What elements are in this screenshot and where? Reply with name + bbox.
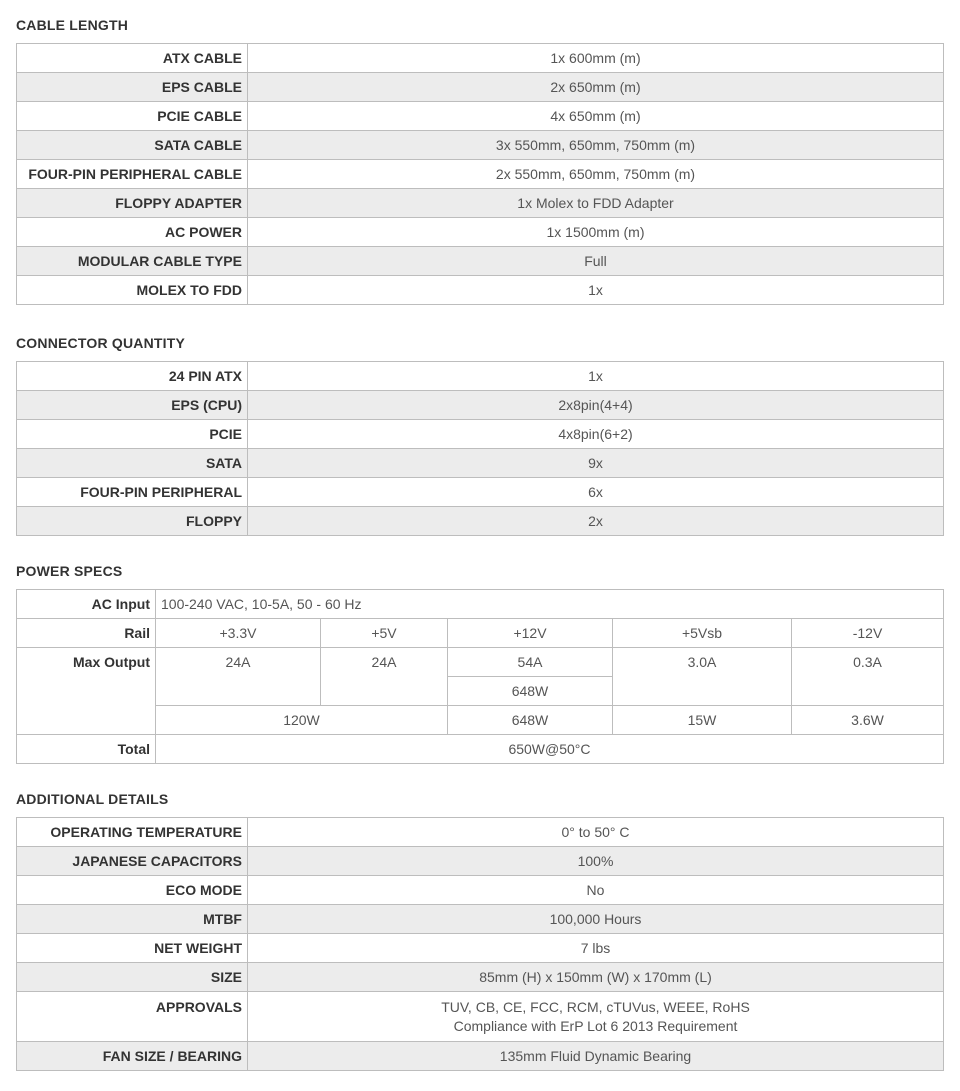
row-value: 1x xyxy=(248,276,944,305)
row-value: 100% xyxy=(248,847,944,876)
table-row xyxy=(17,189,944,218)
table-row xyxy=(17,362,944,391)
max-output-12v: 54A xyxy=(448,648,613,677)
max-output-label: Max Output xyxy=(17,648,156,735)
section-title-power-specs: POWER SPECS xyxy=(16,563,123,579)
row-label: EPS CABLE xyxy=(17,73,248,102)
table-row xyxy=(17,619,944,648)
row-label: FOUR-PIN PERIPHERAL xyxy=(17,478,248,507)
ac-input-value: 100-240 VAC, 10-5A, 50 - 60 Hz xyxy=(156,590,944,619)
max-output-5v: 24A xyxy=(321,648,448,706)
max-output-3v3: 24A xyxy=(156,648,321,706)
row-value: 2x 650mm (m) xyxy=(248,73,944,102)
row-label: MOLEX TO FDD xyxy=(17,276,248,305)
combined-3v3-5v-watts: 120W xyxy=(156,706,448,735)
rail-12v-watts: 648W xyxy=(448,677,613,706)
table-row xyxy=(17,44,944,73)
connector-quantity-table xyxy=(16,361,944,536)
row-label: PCIE xyxy=(17,420,248,449)
row-value: 4x 650mm (m) xyxy=(248,102,944,131)
row-value: 9x xyxy=(248,449,944,478)
rail-neg12v: -12V xyxy=(792,619,944,648)
row-value: 1x xyxy=(248,362,944,391)
row-value: 3x 550mm, 650mm, 750mm (m) xyxy=(248,131,944,160)
table-row xyxy=(17,963,944,992)
row-value: 6x xyxy=(248,478,944,507)
table-row xyxy=(17,706,944,735)
row-value: 100,000 Hours xyxy=(248,905,944,934)
table-row xyxy=(17,218,944,247)
table-row xyxy=(17,876,944,905)
table-row xyxy=(17,276,944,305)
row-value: 1x Molex to FDD Adapter xyxy=(248,189,944,218)
row-value: 1x 600mm (m) xyxy=(248,44,944,73)
table-row xyxy=(17,507,944,536)
table-row xyxy=(17,131,944,160)
total-value: 650W@50°C xyxy=(156,735,944,764)
row-value: 4x8pin(6+2) xyxy=(248,420,944,449)
max-output-5vsb: 3.0A xyxy=(613,648,792,706)
row-value: 0° to 50° C xyxy=(248,818,944,847)
table-row xyxy=(17,102,944,131)
ac-input-label: AC Input xyxy=(17,590,156,619)
fan-label: FAN SIZE / BEARING xyxy=(17,1042,248,1071)
section-title-connector-quantity: CONNECTOR QUANTITY xyxy=(16,335,186,351)
table-row xyxy=(17,420,944,449)
section-title-additional-details: ADDITIONAL DETAILS xyxy=(16,791,169,807)
row-label: SATA xyxy=(17,449,248,478)
table-row xyxy=(17,934,944,963)
fan-value: 135mm Fluid Dynamic Bearing xyxy=(248,1042,944,1071)
table-row xyxy=(17,73,944,102)
table-row xyxy=(17,992,944,1042)
table-row xyxy=(17,478,944,507)
table-row xyxy=(17,1042,944,1071)
row-label: JAPANESE CAPACITORS xyxy=(17,847,248,876)
cable-length-table xyxy=(16,43,944,305)
row-value: 2x xyxy=(248,507,944,536)
row-label: SATA CABLE xyxy=(17,131,248,160)
row-label: OPERATING TEMPERATURE xyxy=(17,818,248,847)
row-value: Full xyxy=(248,247,944,276)
table-row xyxy=(17,818,944,847)
table-row xyxy=(17,905,944,934)
row-label: FLOPPY xyxy=(17,507,248,536)
row-value: 85mm (H) x 150mm (W) x 170mm (L) xyxy=(248,963,944,992)
total-label: Total xyxy=(17,735,156,764)
row-value: 7 lbs xyxy=(248,934,944,963)
table-row xyxy=(17,648,944,677)
row-label: ECO MODE xyxy=(17,876,248,905)
row-label: NET WEIGHT xyxy=(17,934,248,963)
row-value: 2x8pin(4+4) xyxy=(248,391,944,420)
row-label: FLOPPY ADAPTER xyxy=(17,189,248,218)
table-row xyxy=(17,735,944,764)
watts-12v: 648W xyxy=(448,706,613,735)
row-value: 1x 1500mm (m) xyxy=(248,218,944,247)
row-label: MTBF xyxy=(17,905,248,934)
approvals-label: APPROVALS xyxy=(17,992,248,1042)
row-label: ATX CABLE xyxy=(17,44,248,73)
table-row xyxy=(17,590,944,619)
table-row xyxy=(17,247,944,276)
row-label: PCIE CABLE xyxy=(17,102,248,131)
rail-5v: +5V xyxy=(321,619,448,648)
table-row xyxy=(17,847,944,876)
table-row xyxy=(17,160,944,189)
rail-3v3: +3.3V xyxy=(156,619,321,648)
row-value: No xyxy=(248,876,944,905)
row-label: MODULAR CABLE TYPE xyxy=(17,247,248,276)
row-label: AC POWER xyxy=(17,218,248,247)
row-label: FOUR-PIN PERIPHERAL CABLE xyxy=(17,160,248,189)
rail-5vsb: +5Vsb xyxy=(613,619,792,648)
additional-details-table xyxy=(16,817,944,1071)
row-label: SIZE xyxy=(17,963,248,992)
watts-5vsb: 15W xyxy=(613,706,792,735)
watts-neg12v: 3.6W xyxy=(792,706,944,735)
table-row xyxy=(17,449,944,478)
table-row xyxy=(17,391,944,420)
approvals-line-1: TUV, CB, CE, FCC, RCM, cTUVus, WEEE, RoHS xyxy=(441,998,750,1015)
max-output-neg12v: 0.3A xyxy=(792,648,944,706)
row-label: EPS (CPU) xyxy=(17,391,248,420)
rail-12v: +12V xyxy=(448,619,613,648)
row-value: 2x 550mm, 650mm, 750mm (m) xyxy=(248,160,944,189)
rail-label: Rail xyxy=(17,619,156,648)
section-title-cable-length: CABLE LENGTH xyxy=(16,17,129,33)
approvals-value xyxy=(248,992,944,1042)
approvals-line-2: Compliance with ErP Lot 6 2013 Requirement xyxy=(453,1017,738,1034)
row-label: 24 PIN ATX xyxy=(17,362,248,391)
power-specs-table xyxy=(16,589,944,764)
